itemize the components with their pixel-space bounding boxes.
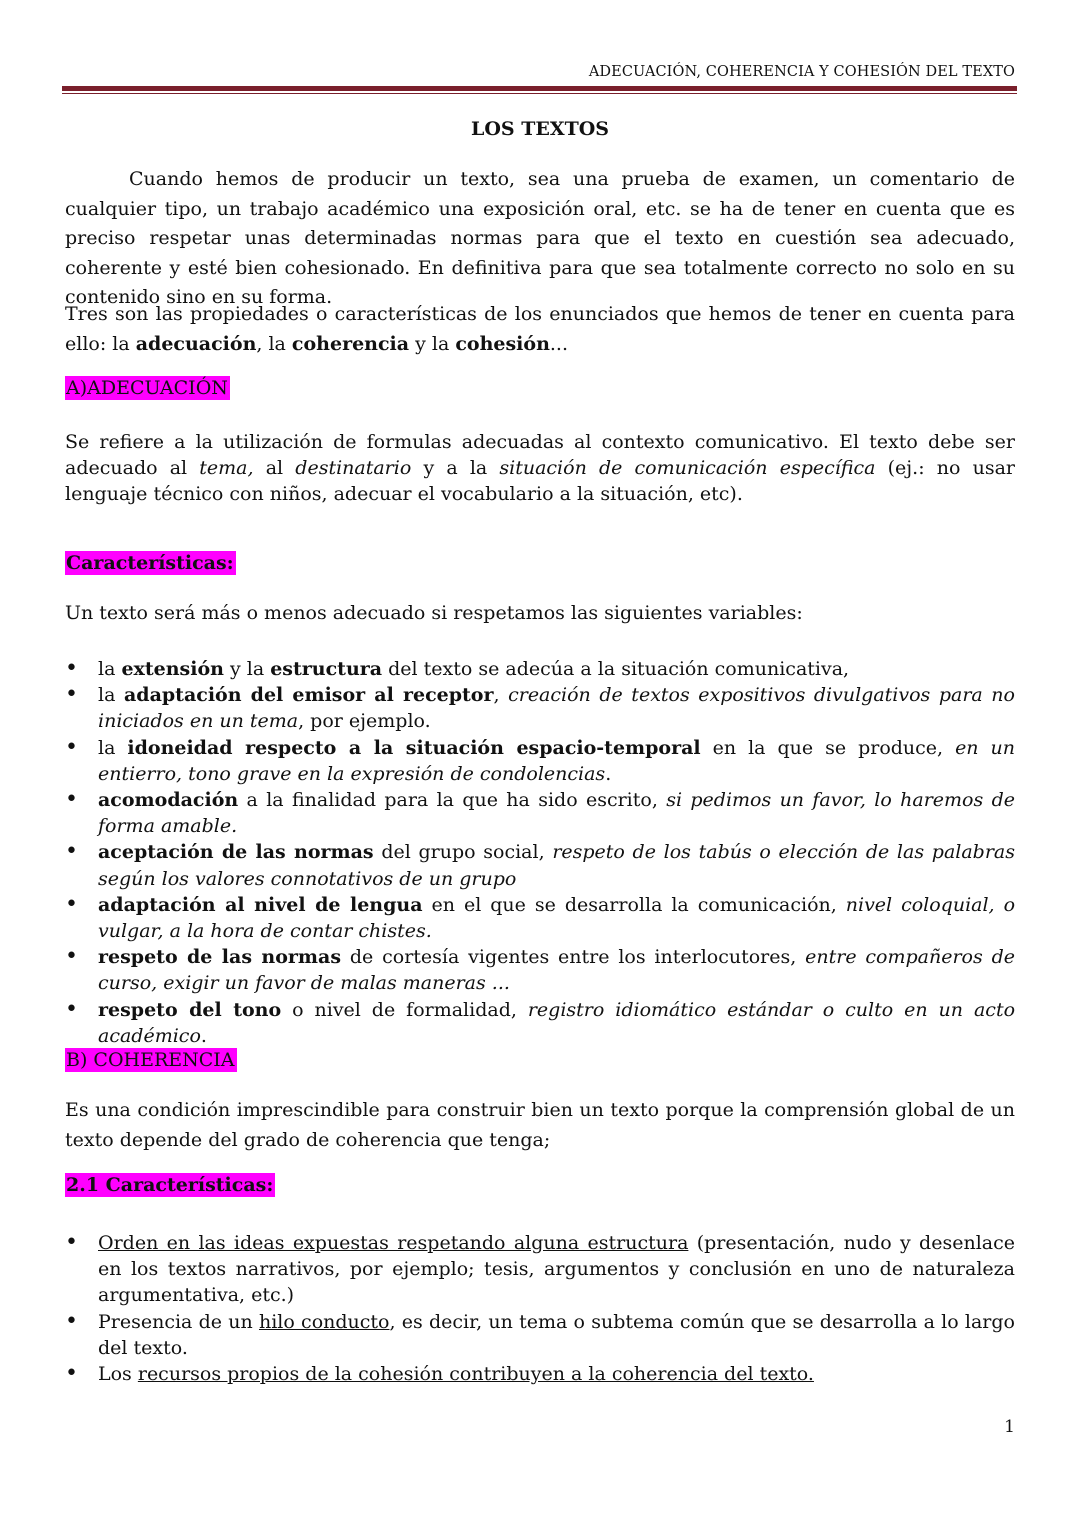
page-title: LOS TEXTOS (470, 118, 610, 140)
adecuacion-list (65, 656, 1015, 1049)
list-item: • Presencia de un hilo conducto, es decir, un tema o subtema común que se desarrolla a lo largo del texto. (65, 1309, 1015, 1361)
section-heading-coherencia: B) COHERENCIA (66, 1049, 235, 1071)
intro-paragraph: Cuando hemos de producir un texto, sea una prueba de examen, un comentario de cualquier tipo, un trabajo académico una exposición oral, etc. se ha de tener en cuenta que es preciso respetar unas determinadas normas para que el texto en cuestión sea adecuado, coherente y esté bien cohesionado. En definitiva para que sea totalmente correcto no solo en su contenido sino en su forma. (65, 168, 1015, 308)
adecuacion-paragraph: Se refiere a la utilización de formulas adecuadas al contexto comunicativo. El texto debe ser adecuado al tema, al destinatario y a la situación de comunicación específica (ej.: no usar lenguaje técnico con niños, adecuar el vocabulario a la situación, etc). (65, 431, 1016, 505)
list-item: • adaptación al nivel de lengua en el que se desarrolla la comunicación, nivel coloquial, o vulgar, a la hora de contar chistes. (65, 892, 1015, 944)
list-item: • respeto de las normas de cortesía vigentes entre los interlocutores, entre compañeros de curso, exigir un favor de malas maneras ... (65, 944, 1015, 996)
running-header: ADECUACIÓN, COHERENCIA Y COHESIÓN DEL TEXTO (588, 64, 1015, 80)
subheading-caracteristicas: Características: (66, 552, 234, 574)
coherencia-list (65, 1230, 1015, 1387)
list-item: • Orden en las ideas expuestas respetando alguna estructura (presentación, nudo y desenlace en los textos narrativos, por ejemplo; tesis, argumentos y conclusión en uno de naturaleza argumentativa, etc.) (65, 1230, 1015, 1309)
list-item: • aceptación de las normas del grupo social, respeto de los tabús o elección de las palabras según los valores connotativos de un grupo (65, 839, 1015, 891)
list-item: • la idoneidad respecto a la situación espacio-temporal en la que se produce, en un entierro, tono grave en la expresión de condolencias. (65, 735, 1015, 787)
section-heading-adecuacion: A)ADECUACIÓN (66, 377, 228, 399)
properties-paragraph: Tres son las propiedades o características de los enunciados que hemos de tener en cuenta para ello: la adecuación, la coherencia y la cohesión... (65, 303, 1015, 355)
list-item: • respeto del tono o nivel de formalidad, registro idiomático estándar o culto en un acto académico. (65, 997, 1015, 1049)
subheading-caracteristicas-2: 2.1 Características: (66, 1174, 274, 1196)
list-item: • la adaptación del emisor al receptor, creación de textos expositivos divulgativos para no iniciados en un tema, por ejemplo. (65, 682, 1015, 734)
list-item: • acomodación a la finalidad para la que ha sido escrito, si pedimos un favor, lo haremos de forma amable. (65, 787, 1015, 839)
header-rule-thin (62, 93, 1017, 94)
coherencia-paragraph: Es una condición imprescindible para construir bien un texto porque la comprensión global de un texto depende del grado de coherencia que tenga; (65, 1099, 1015, 1151)
header-rule (62, 86, 1017, 91)
list-item: • la extensión y la estructura del texto se adecúa a la situación comunicativa, (65, 656, 1015, 682)
variables-lead: Un texto será más o menos adecuado si respetamos las siguientes variables: (65, 602, 803, 624)
page-number: 1 (1004, 1417, 1015, 1437)
list-item: • Los recursos propios de la cohesión contribuyen a la coherencia del texto. (65, 1361, 1015, 1387)
